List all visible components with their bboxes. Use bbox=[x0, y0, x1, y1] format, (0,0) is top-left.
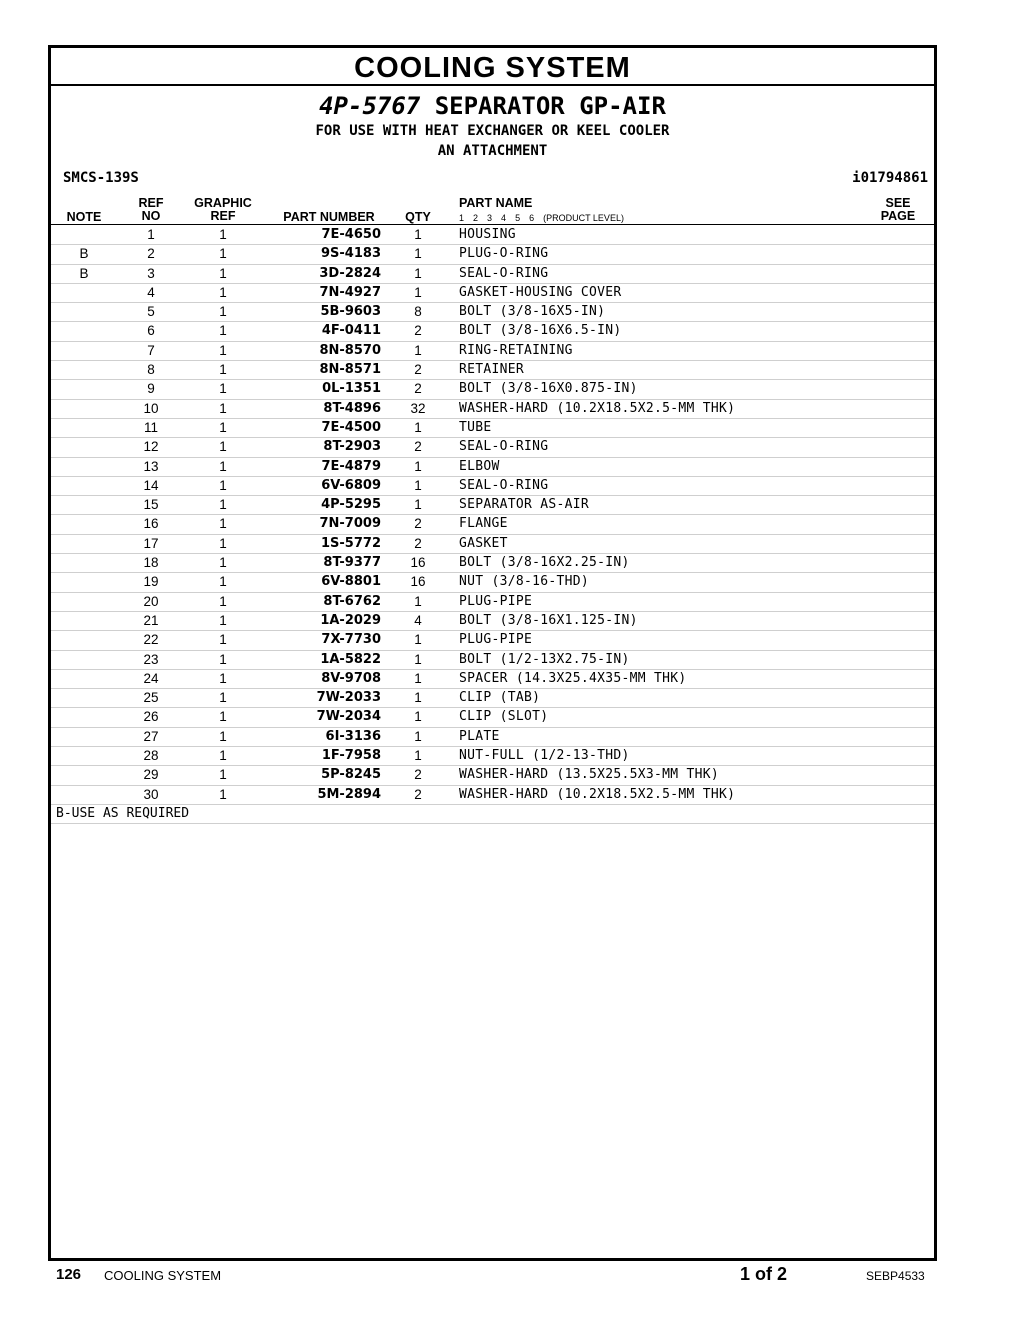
ref-no-cell: 4 bbox=[147, 284, 155, 300]
note-cell: B bbox=[79, 246, 89, 262]
footnote-text: B-USE AS REQUIRED bbox=[56, 805, 190, 821]
part-number-cell: 1F-7958 bbox=[321, 748, 381, 764]
part-name-cell: PLUG-PIPE bbox=[459, 593, 533, 609]
group-subtitle-1: FOR USE WITH HEAT EXCHANGER OR KEEL COOLER bbox=[315, 123, 670, 139]
ref-no-cell: 16 bbox=[143, 516, 159, 532]
graphic-ref-cell: 1 bbox=[219, 265, 227, 281]
header-note: NOTE bbox=[66, 210, 102, 224]
table-row bbox=[51, 766, 934, 785]
table-row bbox=[51, 226, 934, 245]
parts-page-frame bbox=[48, 45, 937, 1261]
level-label: 2 bbox=[473, 213, 479, 223]
ref-no-cell: 18 bbox=[143, 555, 159, 571]
qty-cell: 1 bbox=[414, 342, 422, 358]
ref-no-cell: 28 bbox=[143, 748, 159, 764]
part-number-cell: 4P-5295 bbox=[321, 497, 381, 513]
part-name-cell: HOUSING bbox=[459, 227, 516, 242]
note-cell: B bbox=[79, 265, 89, 281]
table-row bbox=[51, 496, 934, 515]
graphic-ref-cell: 1 bbox=[219, 786, 227, 802]
table-row bbox=[51, 284, 934, 303]
ref-no-cell: 22 bbox=[143, 632, 159, 648]
header-ref-line1: REF bbox=[138, 196, 164, 210]
part-name-cell: PLUG-PIPE bbox=[459, 632, 533, 648]
ref-no-cell: 3 bbox=[147, 265, 155, 281]
graphic-ref-cell: 1 bbox=[219, 227, 227, 242]
header-ref-no bbox=[131, 197, 171, 223]
table-row bbox=[51, 303, 934, 322]
ref-no-cell: 27 bbox=[143, 728, 159, 744]
part-name-cell: NUT-FULL (1/2-13-THD) bbox=[459, 748, 630, 764]
graphic-ref-cell: 1 bbox=[219, 651, 227, 667]
header-qty: QTY bbox=[405, 210, 431, 224]
table-row bbox=[51, 631, 934, 650]
graphic-ref-cell: 1 bbox=[219, 670, 227, 686]
qty-cell: 2 bbox=[414, 439, 422, 455]
group-subtitle-2: AN ATTACHMENT bbox=[437, 143, 548, 159]
graphic-ref-cell: 1 bbox=[219, 284, 227, 300]
ref-no-cell: 1 bbox=[147, 227, 155, 242]
graphic-ref-cell: 1 bbox=[219, 555, 227, 571]
graphic-ref-cell: 1 bbox=[219, 709, 227, 725]
part-number-cell: 8T-6762 bbox=[323, 593, 381, 609]
table-row bbox=[51, 573, 934, 592]
ref-no-cell: 15 bbox=[143, 497, 159, 513]
graphic-ref-cell: 1 bbox=[219, 246, 227, 262]
part-name-cell: WASHER-HARD (10.2X18.5X2.5-MM THK) bbox=[459, 400, 736, 416]
table-row bbox=[51, 458, 934, 477]
header-part-number: PART NUMBER bbox=[283, 210, 375, 224]
ref-no-cell: 17 bbox=[143, 535, 159, 551]
part-name-cell: GASKET bbox=[459, 535, 508, 551]
part-number-cell: 8V-9708 bbox=[321, 670, 381, 686]
ref-no-cell: 8 bbox=[147, 362, 155, 378]
part-name-cell: SPACER (14.3X25.4X35-MM THK) bbox=[459, 670, 687, 686]
part-name-cell: BOLT (3/8-16X0.875-IN) bbox=[459, 381, 638, 397]
qty-cell: 2 bbox=[414, 535, 422, 551]
table-row bbox=[51, 438, 934, 457]
part-number-cell: 1A-5822 bbox=[320, 651, 381, 667]
group-name: SEPARATOR GP-AIR bbox=[434, 92, 666, 120]
qty-cell: 1 bbox=[414, 709, 422, 725]
ref-no-cell: 9 bbox=[147, 381, 155, 397]
part-number-cell: 7W-2033 bbox=[316, 690, 381, 706]
table-row bbox=[51, 612, 934, 631]
table-row bbox=[51, 342, 934, 361]
table-row bbox=[51, 786, 934, 805]
table-row bbox=[51, 419, 934, 438]
part-name-cell: RETAINER bbox=[459, 362, 525, 378]
ref-no-cell: 7 bbox=[147, 342, 155, 358]
ref-no-cell: 26 bbox=[143, 709, 159, 725]
smcs-code: SMCS-139S bbox=[63, 170, 139, 186]
footer-page-of: 1 of 2 bbox=[740, 1264, 788, 1284]
ref-no-cell: 12 bbox=[143, 439, 159, 455]
part-name-cell: SEAL-O-RING bbox=[459, 265, 549, 281]
table-row bbox=[51, 322, 934, 341]
qty-cell: 1 bbox=[414, 246, 422, 262]
part-number-cell: 8T-4896 bbox=[323, 400, 381, 416]
table-row bbox=[51, 728, 934, 747]
graphic-ref-cell: 1 bbox=[219, 574, 227, 590]
part-name-cell: NUT (3/8-16-THD) bbox=[459, 574, 590, 590]
header-graphic-line2: REF bbox=[210, 209, 236, 223]
ref-no-cell: 13 bbox=[143, 458, 159, 474]
graphic-ref-cell: 1 bbox=[219, 439, 227, 455]
qty-cell: 1 bbox=[414, 632, 422, 648]
ref-no-cell: 20 bbox=[143, 593, 159, 609]
table-row bbox=[51, 747, 934, 766]
part-name-cell: SEAL-O-RING bbox=[459, 477, 549, 493]
footer-document-id: SEBP4533 bbox=[866, 1269, 925, 1283]
part-number-cell: 5P-8245 bbox=[321, 767, 381, 783]
qty-cell: 8 bbox=[414, 304, 422, 320]
footer-section-name: COOLING SYSTEM bbox=[104, 1268, 222, 1283]
qty-cell: 1 bbox=[414, 284, 422, 300]
graphic-ref-cell: 1 bbox=[219, 516, 227, 532]
qty-cell: 1 bbox=[414, 670, 422, 686]
header-product-levels bbox=[459, 212, 633, 225]
table-header bbox=[51, 194, 934, 225]
part-number-cell: 3D-2824 bbox=[319, 265, 381, 281]
graphic-ref-cell: 1 bbox=[219, 690, 227, 706]
graphic-ref-cell: 1 bbox=[219, 323, 227, 339]
part-name-cell: BOLT (3/8-16X5-IN) bbox=[459, 304, 606, 320]
part-name-cell: BOLT (3/8-16X6.5-IN) bbox=[459, 323, 622, 339]
header-see-page bbox=[877, 197, 919, 223]
graphic-ref-cell: 1 bbox=[219, 632, 227, 648]
part-name-cell: SEAL-O-RING bbox=[459, 439, 549, 455]
graphic-ref-cell: 1 bbox=[219, 381, 227, 397]
table-row bbox=[51, 265, 934, 284]
product-level-label: (PRODUCT LEVEL) bbox=[543, 213, 624, 223]
part-number-cell: 7E-4500 bbox=[321, 419, 381, 435]
part-name-cell: TUBE bbox=[459, 419, 492, 435]
level-label: 6 bbox=[529, 213, 535, 223]
part-name-cell: CLIP (TAB) bbox=[459, 690, 541, 706]
graphic-ref-cell: 1 bbox=[219, 419, 227, 435]
header-see-line2: PAGE bbox=[880, 209, 916, 223]
table-row bbox=[51, 651, 934, 670]
qty-cell: 2 bbox=[414, 786, 422, 802]
part-number-cell: 4F-0411 bbox=[321, 323, 381, 339]
part-name-cell: ELBOW bbox=[459, 458, 500, 474]
part-number-cell: 8N-8570 bbox=[319, 342, 381, 358]
graphic-ref-cell: 1 bbox=[219, 593, 227, 609]
qty-cell: 2 bbox=[414, 362, 422, 378]
part-number-cell: 8N-8571 bbox=[319, 362, 381, 378]
table-row bbox=[51, 361, 934, 380]
qty-cell: 1 bbox=[414, 265, 422, 281]
header-ref-line2: NO bbox=[141, 209, 161, 223]
group-title bbox=[51, 92, 934, 120]
level-label: 1 bbox=[459, 213, 465, 223]
graphic-ref-cell: 1 bbox=[219, 497, 227, 513]
level-label: 3 bbox=[487, 213, 493, 223]
level-label: 5 bbox=[515, 213, 521, 223]
qty-cell: 1 bbox=[414, 651, 422, 667]
table-row bbox=[51, 477, 934, 496]
ref-no-cell: 14 bbox=[143, 477, 159, 493]
part-name-cell: BOLT (3/8-16X1.125-IN) bbox=[459, 612, 638, 628]
part-name-cell: FLANGE bbox=[459, 516, 508, 532]
part-number-cell: 5B-9603 bbox=[320, 304, 381, 320]
ref-no-cell: 29 bbox=[143, 767, 159, 783]
graphic-ref-cell: 1 bbox=[219, 477, 227, 493]
table-row bbox=[51, 554, 934, 573]
graphic-ref-cell: 1 bbox=[219, 304, 227, 320]
table-row bbox=[51, 400, 934, 419]
qty-cell: 32 bbox=[410, 400, 426, 416]
part-number-cell: 7E-4879 bbox=[321, 458, 381, 474]
ref-no-cell: 6 bbox=[147, 323, 155, 339]
qty-cell: 16 bbox=[410, 574, 426, 590]
qty-cell: 16 bbox=[410, 555, 426, 571]
part-number-cell: 8T-2903 bbox=[323, 439, 381, 455]
qty-cell: 2 bbox=[414, 323, 422, 339]
part-name-cell: WASHER-HARD (13.5X25.5X3-MM THK) bbox=[459, 767, 720, 783]
graphic-ref-cell: 1 bbox=[219, 535, 227, 551]
table-row bbox=[51, 380, 934, 399]
part-number-cell: 0L-1351 bbox=[322, 381, 381, 397]
ref-no-cell: 30 bbox=[143, 786, 159, 802]
level-label: 4 bbox=[501, 213, 507, 223]
table-row bbox=[51, 689, 934, 708]
footnote-row bbox=[51, 805, 934, 824]
part-name-cell: BOLT (1/2-13X2.75-IN) bbox=[459, 651, 630, 667]
ref-no-cell: 10 bbox=[143, 400, 159, 416]
header-part-name: PART NAME bbox=[459, 196, 533, 210]
ref-no-cell: 2 bbox=[147, 246, 155, 262]
part-number-cell: 7X-7730 bbox=[321, 632, 381, 648]
section-title: COOLING SYSTEM bbox=[51, 48, 934, 86]
header-see-line1: SEE bbox=[885, 196, 911, 210]
graphic-ref-cell: 1 bbox=[219, 458, 227, 474]
ref-no-cell: 21 bbox=[143, 612, 159, 628]
part-number-cell: 1S-5772 bbox=[321, 535, 381, 551]
part-name-cell: SEPARATOR AS-AIR bbox=[459, 497, 590, 513]
qty-cell: 1 bbox=[414, 458, 422, 474]
part-name-cell: GASKET-HOUSING COVER bbox=[459, 284, 622, 300]
ref-no-cell: 24 bbox=[143, 670, 159, 686]
illustration-id: i01794861 bbox=[852, 170, 928, 186]
part-number-cell: 7N-4927 bbox=[319, 284, 381, 300]
part-number-cell: 7E-4650 bbox=[321, 227, 381, 242]
graphic-ref-cell: 1 bbox=[219, 362, 227, 378]
table-row bbox=[51, 535, 934, 554]
ref-no-cell: 11 bbox=[143, 419, 158, 435]
footer-page-number: 126 bbox=[56, 1266, 82, 1283]
qty-cell: 2 bbox=[414, 516, 422, 532]
qty-cell: 1 bbox=[414, 477, 422, 493]
qty-cell: 1 bbox=[414, 748, 422, 764]
ref-no-cell: 19 bbox=[143, 574, 159, 590]
qty-cell: 4 bbox=[414, 612, 422, 628]
graphic-ref-cell: 1 bbox=[219, 728, 227, 744]
qty-cell: 2 bbox=[414, 767, 422, 783]
qty-cell: 1 bbox=[414, 497, 422, 513]
qty-cell: 2 bbox=[414, 381, 422, 397]
qty-cell: 1 bbox=[414, 419, 422, 435]
part-number-cell: 6V-6809 bbox=[321, 477, 381, 493]
part-number-cell: 5M-2894 bbox=[317, 786, 381, 802]
part-number-cell: 7N-7009 bbox=[319, 516, 381, 532]
header-graphic-ref bbox=[191, 197, 255, 223]
graphic-ref-cell: 1 bbox=[219, 767, 227, 783]
graphic-ref-cell: 1 bbox=[219, 400, 227, 416]
table-row bbox=[51, 708, 934, 727]
part-number-cell: 1A-2029 bbox=[320, 612, 381, 628]
part-name-cell: PLATE bbox=[459, 728, 500, 744]
part-name-cell: PLUG-O-RING bbox=[459, 246, 549, 262]
part-number-cell: 6V-8801 bbox=[321, 574, 381, 590]
table-row bbox=[51, 245, 934, 264]
graphic-ref-cell: 1 bbox=[219, 342, 227, 358]
part-number-cell: 6I-3136 bbox=[325, 728, 381, 744]
part-name-cell: WASHER-HARD (10.2X18.5X2.5-MM THK) bbox=[459, 786, 736, 802]
ref-no-cell: 23 bbox=[143, 651, 159, 667]
ref-no-cell: 5 bbox=[147, 304, 155, 320]
parts-table-body bbox=[51, 226, 934, 824]
group-part-number: 4P-5767 bbox=[319, 92, 421, 120]
table-row bbox=[51, 515, 934, 534]
graphic-ref-cell: 1 bbox=[219, 748, 227, 764]
qty-cell: 1 bbox=[414, 593, 422, 609]
part-number-cell: 8T-9377 bbox=[323, 555, 381, 571]
table-row bbox=[51, 593, 934, 612]
part-name-cell: RING-RETAINING bbox=[459, 342, 573, 358]
part-number-cell: 7W-2034 bbox=[316, 709, 381, 725]
ref-no-cell: 25 bbox=[143, 690, 159, 706]
qty-cell: 1 bbox=[414, 690, 422, 706]
part-name-cell: CLIP (SLOT) bbox=[459, 709, 549, 725]
part-number-cell: 9S-4183 bbox=[321, 246, 381, 262]
header-graphic-line1: GRAPHIC bbox=[194, 196, 252, 210]
part-name-cell: BOLT (3/8-16X2.25-IN) bbox=[459, 555, 630, 571]
table-row bbox=[51, 670, 934, 689]
qty-cell: 1 bbox=[414, 227, 422, 242]
qty-cell: 1 bbox=[414, 728, 422, 744]
graphic-ref-cell: 1 bbox=[219, 612, 227, 628]
